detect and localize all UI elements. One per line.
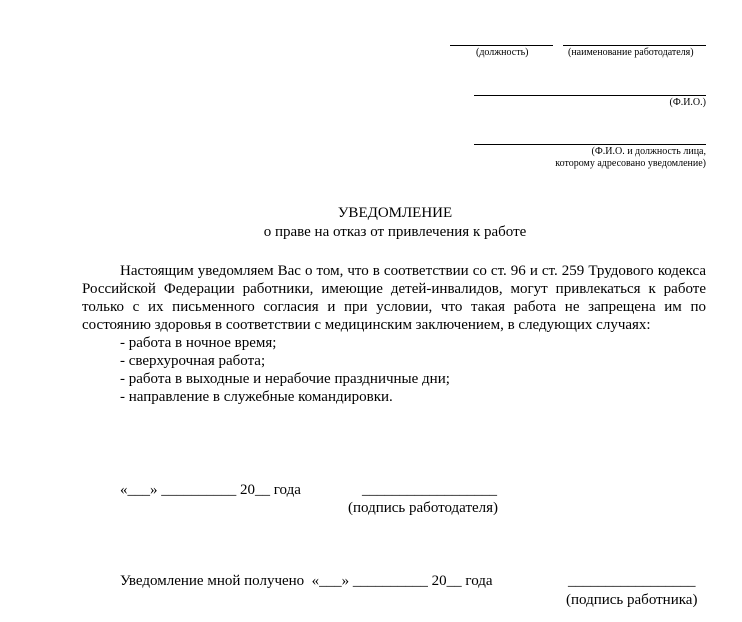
main-paragraph: Настоящим уведомляем Вас о том, что в соответствии со ст. 96 и ст. 259 Трудового кодекса Российской Федерации работники, имеющие детей-инвалидов, могут привлекаться к работе только с их письменного согласия и при условии, что такая работа не запрещена им по состоянию здоровья в соответствии с медицинским заключением, в следующих случаях: — [82, 263, 706, 333]
document-title: УВЕДОМЛЕНИЕ — [337, 205, 453, 221]
list-item: - сверхурочная работа; — [120, 353, 266, 369]
employer-line[interactable] — [563, 45, 706, 46]
employee-signature-label: (подпись работника) — [566, 592, 698, 608]
list-item: - работа в ночное время; — [120, 335, 277, 351]
received-text: Уведомление мной получено «___» __________ 20__ года — [120, 573, 493, 589]
document-subtitle: о праве на отказ от привлечения к работе — [263, 224, 527, 240]
addressee-label-line2: которому адресовано уведомление) — [555, 158, 706, 169]
employee-signature-line[interactable]: _________________ — [568, 573, 696, 589]
employer-signature-label: (подпись работодателя) — [348, 500, 499, 516]
list-item: - направление в служебные командировки. — [120, 389, 393, 405]
date-line[interactable]: «___» __________ 20__ года — [120, 482, 301, 498]
document-body — [82, 262, 706, 406]
fio-label: (Ф.И.О.) — [669, 97, 706, 108]
employer-signature-line[interactable]: __________________ — [362, 482, 497, 498]
employer-label: (наименование работодателя) — [568, 47, 694, 58]
fio-line[interactable] — [474, 95, 706, 96]
addressee-line[interactable] — [474, 144, 706, 145]
list-item: - работа в выходные и нерабочие праздничные дни; — [120, 371, 450, 387]
position-line[interactable] — [450, 45, 553, 46]
addressee-label-line1: (Ф.И.О. и должность лица, — [591, 146, 706, 157]
position-label: (должность) — [476, 47, 529, 58]
